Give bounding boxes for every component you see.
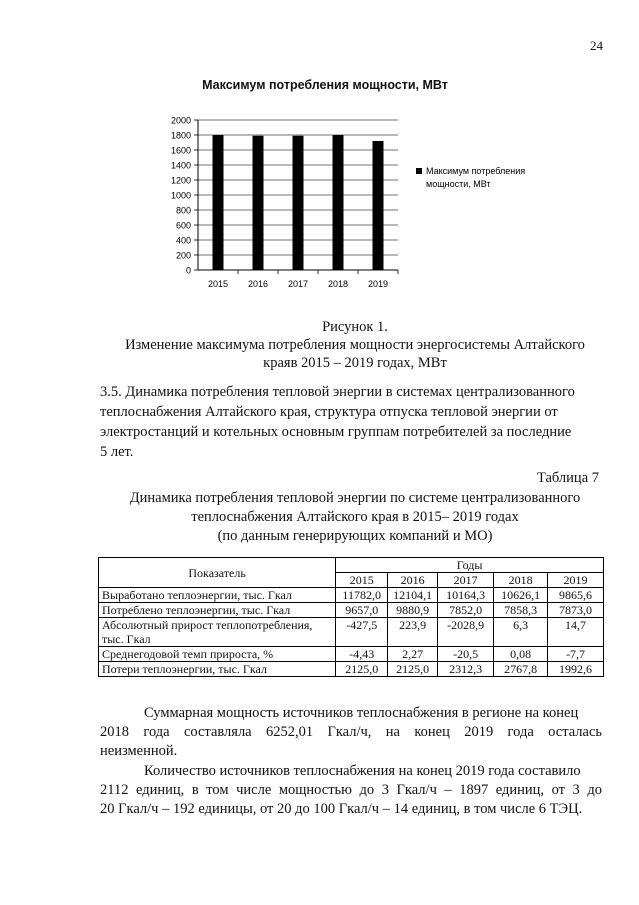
- table-row: [99, 618, 604, 647]
- cell: 2312,3: [438, 662, 494, 677]
- figure-caption-title-line2: краяв 2015 – 2019 годах, МВт: [263, 355, 447, 371]
- section-heading-line2: теплоснабжения Алтайского края, структура отпуска тепловой энергии от: [100, 404, 558, 420]
- section-heading-line3: электростанций и котельных основным группам потребителей за последние: [100, 424, 572, 440]
- cell: 9865,6: [548, 588, 604, 603]
- y-tick-label: 1400: [170, 160, 191, 171]
- cell: -427,5: [336, 618, 388, 647]
- y-tick-label: 1600: [170, 145, 191, 156]
- legend-swatch: [416, 168, 422, 174]
- row-label: Выработано теплоэнергии, тыс. Гкал: [99, 588, 336, 603]
- cell: 2125,0: [388, 662, 438, 677]
- legend-label-line2: мощности, МВт: [426, 179, 491, 189]
- y-tick-label: 200: [175, 250, 191, 261]
- figure-caption-title-line1: Изменение максимума потребления мощности энергосистемы Алтайского: [125, 337, 585, 353]
- figure-caption-number: Рисунок 1.: [322, 319, 388, 335]
- y-tick-label: 800: [175, 205, 191, 216]
- table-header-row: [99, 558, 604, 573]
- row-label: Потери теплоэнергии, тыс. Гкал: [99, 662, 336, 677]
- cell: 9657,0: [336, 603, 388, 618]
- cell: -4,43: [336, 647, 388, 662]
- cell: -2028,9: [438, 618, 494, 647]
- year-header: 2016: [388, 573, 438, 588]
- y-tick-label: 1000: [170, 190, 191, 201]
- bar-chart: [150, 78, 570, 293]
- chart-svg: [150, 78, 570, 293]
- table-row: [99, 603, 604, 618]
- paragraph-2-line2: 2112 единиц, в том числе мощностью до 3 Гкал/ч – 1897 единиц, от 3 до: [100, 782, 602, 798]
- heat-consumption-table: [98, 557, 604, 677]
- x-tick-label: 2019: [367, 279, 389, 289]
- bar-2017: [293, 136, 304, 270]
- cell: 2,27: [388, 647, 438, 662]
- section-heading-line1: 3.5. Динамика потребления тепловой энергии в системах централизованного: [100, 384, 575, 400]
- bar-2018: [333, 135, 344, 270]
- x-tick-label: 2017: [287, 279, 309, 289]
- header-years: Годы: [336, 558, 604, 573]
- year-header: 2017: [438, 573, 494, 588]
- cell: 0,08: [494, 647, 548, 662]
- cell: 6,3: [494, 618, 548, 647]
- cell: 9880,9: [388, 603, 438, 618]
- cell: 14,7: [548, 618, 604, 647]
- y-tick-label: 0: [185, 265, 191, 276]
- table-row: [99, 647, 604, 662]
- cell: 7852,0: [438, 603, 494, 618]
- legend-label-line1: Максимум потребления: [426, 166, 526, 176]
- y-tick-label: 1200: [170, 175, 191, 186]
- year-header: 2019: [548, 573, 604, 588]
- paragraph-1-line2: 2018 года составляла 6252,01 Гкал/ч, на конец 2019 года осталась: [100, 724, 602, 740]
- paragraph-1-line1: Суммарная мощность источников теплоснабжения в регионе на конец: [144, 705, 579, 721]
- table-row: [99, 588, 604, 603]
- year-header: 2015: [336, 573, 388, 588]
- paragraph-2-line3: 20 Гкал/ч – 192 единицы, от 20 до 100 Гкал/ч – 14 единиц, в том числе 6 ТЭЦ.: [100, 801, 583, 817]
- cell: -20,5: [438, 647, 494, 662]
- bar-2019: [373, 141, 384, 270]
- section-heading-line4: 5 лет.: [100, 444, 134, 460]
- table-title-line1: Динамика потребления тепловой энергии по системе централизованного: [129, 490, 581, 506]
- row-label: Среднегодовой темп прироста, %: [99, 647, 336, 662]
- cell: 12104,1: [388, 588, 438, 603]
- y-tick-label: 400: [175, 235, 191, 246]
- table-label: Таблица 7: [536, 470, 599, 486]
- paragraph-1-line3: неизменной.: [100, 743, 178, 759]
- cell: 2125,0: [336, 662, 388, 677]
- cell: 1992,6: [548, 662, 604, 677]
- header-indicator: Показатель: [99, 558, 336, 588]
- cell: 223,9: [388, 618, 438, 647]
- paragraph-2-line1: Количество источников теплоснабжения на конец 2019 года составило: [144, 763, 581, 779]
- cell: 10626,1: [494, 588, 548, 603]
- y-tick-label: 2000: [170, 115, 191, 126]
- page-number: 24: [590, 38, 603, 53]
- cell: 7858,3: [494, 603, 548, 618]
- table-title-line2: теплоснабжения Алтайского края в 2015– 2019 годах: [191, 509, 519, 525]
- chart-title: Максимум потребления мощности, МВт: [202, 78, 448, 92]
- cell: 7873,0: [548, 603, 604, 618]
- x-tick-label: 2016: [247, 279, 269, 289]
- cell: 2767,8: [494, 662, 548, 677]
- row-label: Абсолютный прирост теплопотребления, тыс. Гкал: [99, 618, 336, 647]
- cell: 10164,3: [438, 588, 494, 603]
- bar-2015: [213, 135, 224, 270]
- y-tick-label: 1800: [170, 130, 191, 141]
- x-tick-label: 2015: [207, 279, 229, 289]
- cell: 11782,0: [336, 588, 388, 603]
- table-title-line3: (по данным генерирующих компаний и МО): [217, 528, 493, 544]
- y-tick-label: 600: [175, 220, 191, 231]
- cell: -7,7: [548, 647, 604, 662]
- year-header: 2018: [494, 573, 548, 588]
- row-label: Потреблено теплоэнергии, тыс. Гкал: [99, 603, 336, 618]
- x-tick-label: 2018: [327, 279, 349, 289]
- table-row: [99, 662, 604, 677]
- bar-2016: [253, 136, 264, 270]
